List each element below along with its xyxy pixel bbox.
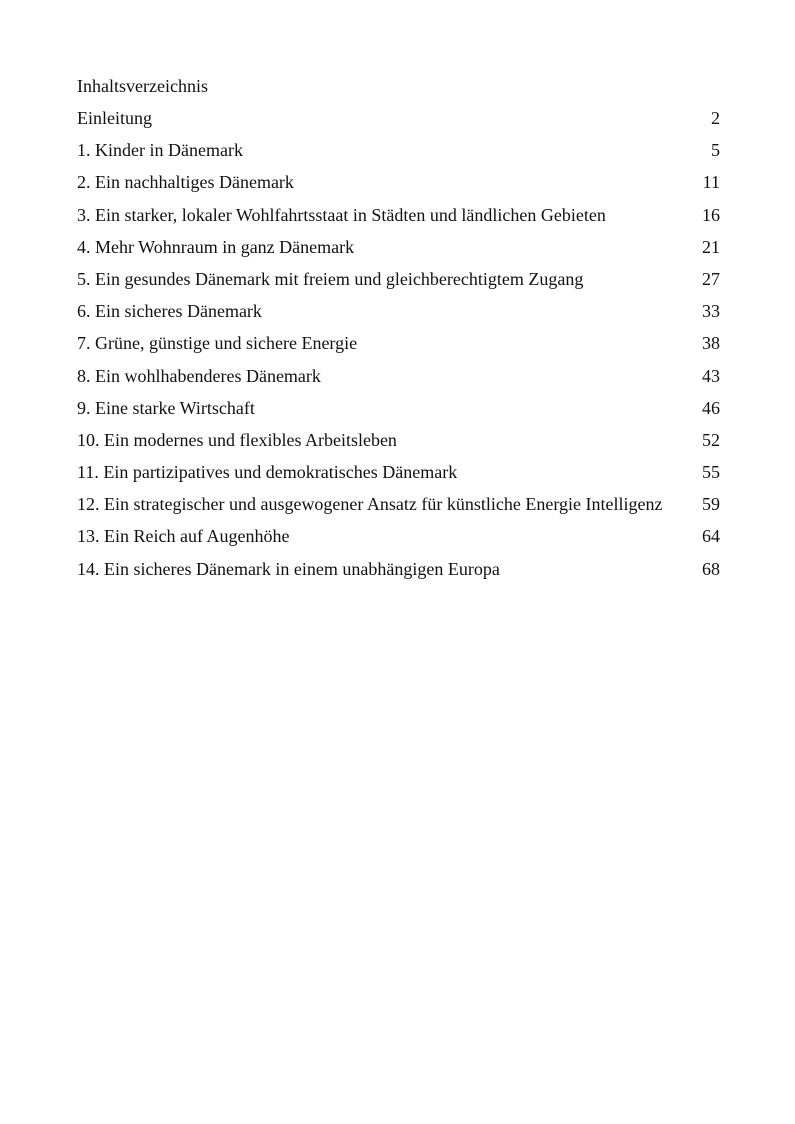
toc-entry-page: 46 (702, 397, 720, 418)
toc-entry (77, 331, 720, 363)
toc-entry-title: 5. Ein gesundes Dänemark mit freiem und gleichberechtigtem Zugang (77, 268, 584, 289)
toc-entry (77, 460, 720, 492)
toc-entry (77, 235, 720, 267)
toc-entry-page: 52 (702, 429, 720, 450)
toc-entry (77, 138, 720, 170)
toc-entry-title: 10. Ein modernes und flexibles Arbeitsleben (77, 429, 397, 450)
toc-entry (77, 170, 720, 202)
toc-entry-title: 1. Kinder in Dänemark (77, 140, 243, 161)
toc-entry-page: 55 (702, 462, 720, 483)
toc-entry (77, 524, 720, 556)
toc-entry-page: 33 (702, 301, 720, 322)
toc-entry (77, 106, 720, 138)
toc-entry (77, 364, 720, 396)
toc-heading: Inhaltsverzeichnis (77, 76, 208, 96)
toc-entry-page: 38 (702, 333, 720, 354)
toc-entry-title: 4. Mehr Wohnraum in ganz Dänemark (77, 236, 355, 257)
toc-entry-title: 14. Ein sicheres Dänemark in einem unabhängigen Europa (77, 558, 500, 579)
toc-entry-title: 11. Ein partizipatives und demokratisches Dänemark (77, 462, 458, 483)
toc-entry-title: 9. Eine starke Wirtschaft (77, 397, 255, 418)
toc-entry-title: Einleitung (77, 108, 152, 128)
toc-entry-title: 2. Ein nachhaltiges Dänemark (77, 172, 294, 193)
toc-entry-page: 43 (702, 365, 720, 386)
toc-entry-title: 3. Ein starker, lokaler Wohlfahrtsstaat in Städten und ländlichen Gebieten (77, 204, 606, 225)
toc-entry-page: 2 (711, 108, 720, 128)
table-of-contents (77, 74, 720, 589)
toc-entry-page: 16 (702, 204, 720, 225)
toc-entry (77, 492, 720, 524)
toc-entry (77, 396, 720, 428)
toc-entry-title: 7. Grüne, günstige und sichere Energie (77, 333, 358, 354)
toc-entry-title: 8. Ein wohlhabenderes Dänemark (77, 365, 321, 386)
toc-entry-page: 64 (702, 526, 720, 547)
toc-entry-title: 12. Ein strategischer und ausgewogener Ansatz für künstliche Energie Intelligenz (77, 494, 663, 515)
toc-entry-title: 6. Ein sicheres Dänemark (77, 301, 262, 322)
toc-list (77, 106, 720, 589)
toc-entry-page: 21 (702, 236, 720, 257)
toc-entry-page: 5 (711, 140, 720, 161)
toc-entry (77, 557, 720, 589)
toc-entry-page: 68 (702, 558, 720, 579)
toc-entry-page: 11 (702, 172, 720, 193)
toc-entry-title: 13. Ein Reich auf Augenhöhe (77, 526, 290, 547)
toc-entry-page: 59 (702, 494, 720, 515)
toc-entry (77, 203, 720, 235)
toc-entry (77, 267, 720, 299)
toc-entry (77, 299, 720, 331)
toc-entry-page: 27 (702, 268, 720, 289)
toc-entry (77, 428, 720, 460)
